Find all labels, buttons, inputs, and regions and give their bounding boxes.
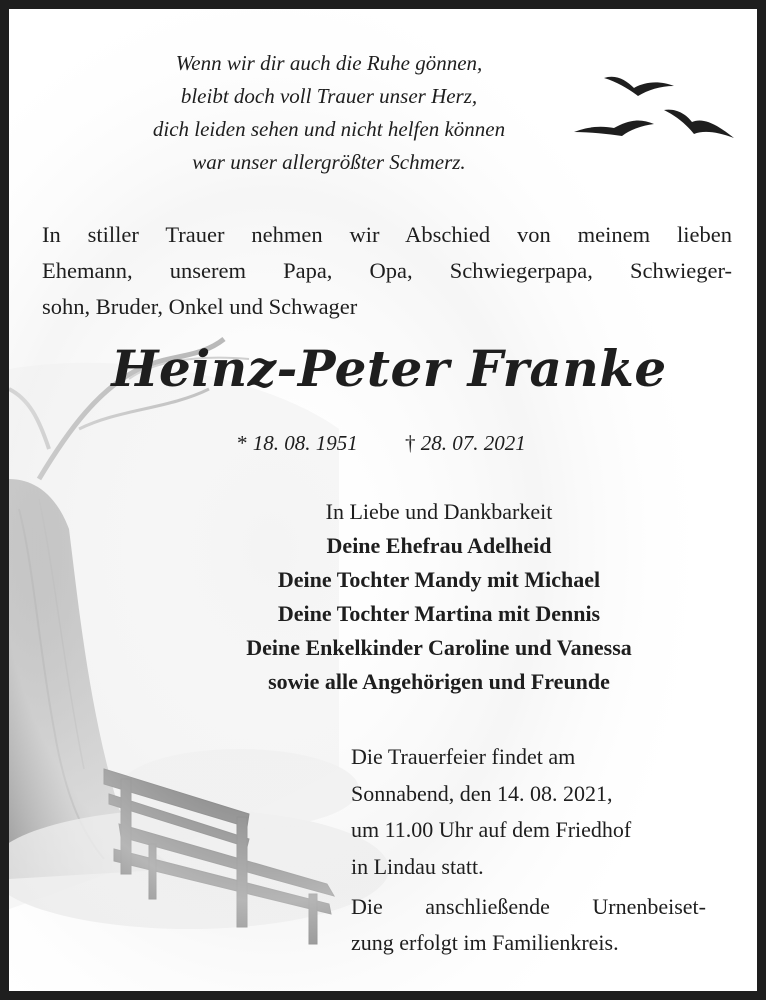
birth-date: [237, 431, 358, 456]
poem-line: bleibt doch voll Trauer unser Herz,: [180, 84, 478, 108]
poem-line: war unser allergrößter Schmerz.: [192, 150, 466, 174]
funeral-details: [351, 739, 711, 885]
mourner-entry: Deine Tochter Martina mit Dennis: [277, 601, 601, 626]
birth-symbol: *: [237, 431, 248, 455]
funeral-line: Die Trauerfeier findet am: [351, 744, 576, 769]
urn-line: zung erfolgt im Familienkreis.: [351, 930, 619, 955]
deceased-name: Heinz-Peter Franke: [111, 339, 667, 398]
announcement-line: In stiller Trauer nehmen wir Abschied von meinem lieben: [42, 222, 732, 247]
birth-date-value: 18. 08. 1951: [252, 431, 358, 455]
urn-line: Die anschließende Urnenbeiset-: [351, 894, 706, 919]
flying-birds-icon: [564, 64, 744, 154]
death-date: [405, 431, 526, 456]
mourner-entry: Deine Ehefrau Adelheid: [326, 533, 552, 558]
funeral-line: Sonnabend, den 14. 08. 2021,: [351, 780, 613, 806]
funeral-line: um 11.00 Uhr auf dem Friedhof: [351, 817, 632, 842]
announcement-line: Ehemann, unserem Papa, Opa, Schwiegerpapa, Schwieger-: [42, 258, 732, 283]
poem-line: dich leiden sehen und nicht helfen können: [152, 117, 506, 141]
mourner-entry: Deine Tochter Mandy mit Michael: [277, 567, 601, 592]
mourner-entry: Deine Enkelkinder Caroline und Vanessa: [246, 635, 632, 660]
death-symbol: †: [405, 431, 416, 455]
announcement-text: [42, 217, 732, 325]
death-date-value: 28. 07. 2021: [420, 431, 526, 455]
funeral-line: in Lindau statt.: [351, 853, 484, 879]
poem-line: Wenn wir dir auch die Ruhe gönnen,: [175, 51, 483, 75]
mourners-intro: In Liebe und Dankbarkeit: [325, 499, 553, 524]
mourner-entry: sowie alle Angehörigen und Freunde: [268, 669, 610, 694]
urn-burial-note: [351, 889, 706, 961]
announcement-line: sohn, Bruder, Onkel und Schwager: [42, 294, 358, 319]
mourners-list: [179, 495, 699, 699]
memorial-poem: [99, 47, 559, 179]
